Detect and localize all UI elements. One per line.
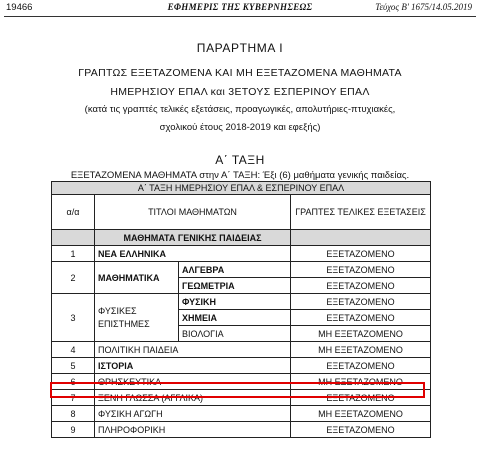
header-titles: ΤΙΤΛΟΙ ΜΑΘΗΜΑΤΩΝ [95,195,291,230]
appendix-title: ΠΑΡΑΡΤΗΜΑ Ι [196,41,284,55]
note-line-2: σχολικού έτους 2018-2019 και εφεξής) [159,122,321,133]
table-row: ΧΗΜΕΙΑ ΕΞΕΤΑΖΟΜΕΝΟ [52,310,431,326]
group-label: ΜΑΘΗΜΑΤΑ ΓΕΝΙΚΗΣ ΠΑΙΔΕΙΑΣ [95,230,291,246]
subtitle-line-2: ΗΜΕΡΗΣΙΟΥ ΕΠΑΛ και 3ΕΤΟΥΣ ΕΣΠΕΡΙΝΟΥ ΕΠΑΛ [110,86,370,98]
highlight-box [50,382,425,398]
table-row: 7 ΞΕΝΗ ΓΛΩΣΣΑ (ΑΓΓΛΙΚΑ) ΕΞΕΤΑΖΟΜΕΝΟ [52,390,431,406]
table-row-highlighted: 6 ΘΡΗΣΚΕΥΤΙΚΑ ΜΗ ΕΞΕΤΑΖΟΜΕΝΟ [52,374,431,390]
header-no: α/α [52,195,95,230]
subtitle-line-1: ΓΡΑΠΤΩΣ ΕΞΕΤΑΖΟΜΕΝΑ ΚΑΙ ΜΗ ΕΞΕΤΑΖΟΜΕΝΑ ΜΑΘΗΜΑΤΑ [78,67,402,79]
table-row: 2 ΜΑΘΗΜΑΤΙΚΑ ΑΛΓΕΒΡΑ ΕΞΕΤΑΖΟΜΕΝΟ [52,262,431,278]
table-row: 1 ΝΕΑ ΕΛΛΗΝΙΚΑ ΕΞΕΤΑΖΟΜΕΝΟ [52,246,431,262]
note-line-1: (κατά τις γραπτές τελικές εξετάσεις, προαγωγικές, απολυτήριες-πτυχιακές, [84,104,396,115]
table-row: 3 ΦΥΣΙΚΕΣ ΕΠΙΣΤΗΜΕΣ ΦΥΣΙΚΗ ΕΞΕΤΑΖΟΜΕΝΟ [52,294,431,310]
table-row: 8 ΦΥΣΙΚΗ ΑΓΩΓΗ ΜΗ ΕΞΕΤΑΖΟΜΕΝΟ [52,406,431,422]
table-row: 5 ΙΣΤΟΡΙΑ ΕΞΕΤΑΖΟΜΕΝΟ [52,358,431,374]
table-row: 9 ΠΛΗΡΟΦΟΡΙΚΗ ΕΞΕΤΑΖΟΜΕΝΟ [52,422,431,438]
page-header [0,0,480,14]
table-row: ΓΕΩΜΕΤΡΙΑ ΕΞΕΤΑΖΟΜΕΝΟ [52,278,431,294]
table-row: ΒΙΟΛΟΓΙΑ ΜΗ ΕΞΕΤΑΖΟΜΕΝΟ [52,326,431,342]
subjects-table [51,181,431,438]
table-row: 4 ΠΟΛΙΤΙΚΗ ΠΑΙΔΕΙΑ ΜΗ ΕΞΕΤΑΖΟΜΕΝΟ [52,342,431,358]
section-intro: ΕΞΕΤΑΖΟΜΕΝΑ ΜΑΘΗΜΑΤΑ στην Α΄ ΤΑΞΗ: Έξι (6) μαθήματα γενικής παιδείας. [70,170,410,181]
page-number: 19466 [6,2,33,13]
header-divider [4,16,476,17]
issue-reference: Τεύχος Β' 1675/14.05.2019 [375,2,472,12]
table-caption: Α΄ ΤΑΞΗ ΗΜΕΡΗΣΙΟΥ ΕΠΑΛ & ΕΣΠΕΡΙΝΟΥ ΕΠΑΛ [52,182,431,195]
gazette-title: ΕΦΗΜΕΡΙΣ ΤΗΣ ΚΥΒΕΡΝΗΣΕΩΣ [167,2,313,12]
header-exams: ΓΡΑΠΤΕΣ ΤΕΛΙΚΕΣ ΕΞΕΤΑΣΕΙΣ [291,195,431,230]
section-title: Α΄ ΤΑΞΗ [215,153,265,167]
